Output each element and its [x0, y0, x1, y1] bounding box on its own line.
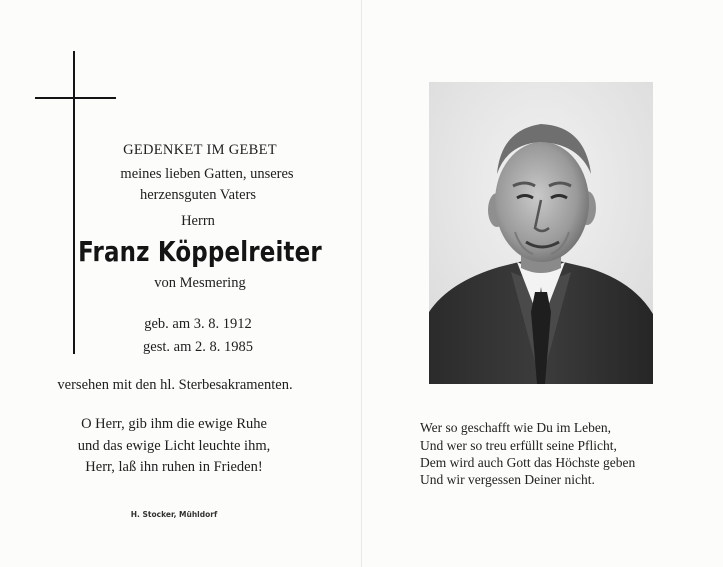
portrait-photo-icon [429, 82, 653, 384]
poem-line-4: Und wir vergessen Deiner nicht. [420, 472, 595, 487]
poem-line-3: Dem wird auch Gott das Höchste geben [420, 455, 636, 470]
dedication-line-1: meines lieben Gatten, unseres [120, 166, 294, 182]
deceased-name: Franz Köppelreiter [78, 235, 322, 268]
prayer-line-3: Herr, laß ihn ruhen in Frieden! [85, 459, 263, 475]
printer-imprint: H. Stocker, Mühldorf [130, 510, 218, 519]
poem-line-2: Und wer so treu erfüllt seine Pflicht, [420, 438, 617, 453]
salutation: Herrn [181, 213, 215, 229]
prayer-line-2: und das ewige Licht leuchte ihm, [77, 438, 271, 454]
death-date: gest. am 2. 8. 1985 [143, 339, 253, 355]
card-fold [361, 0, 362, 567]
prayer-line-1: O Herr, gib ihm die ewige Ruhe [81, 416, 267, 432]
portrait-photo [429, 82, 653, 384]
sacraments-note: versehen mit den hl. Sterbesakramenten. [57, 377, 293, 393]
birth-date: geb. am 3. 8. 1912 [144, 316, 252, 332]
poem-line-1: Wer so geschafft wie Du im Leben, [420, 420, 611, 435]
memorial-heading: GEDENKET IM GEBET [123, 142, 277, 158]
origin: von Mesmering [154, 275, 246, 291]
dedication-line-2: herzensguten Vaters [139, 187, 257, 203]
